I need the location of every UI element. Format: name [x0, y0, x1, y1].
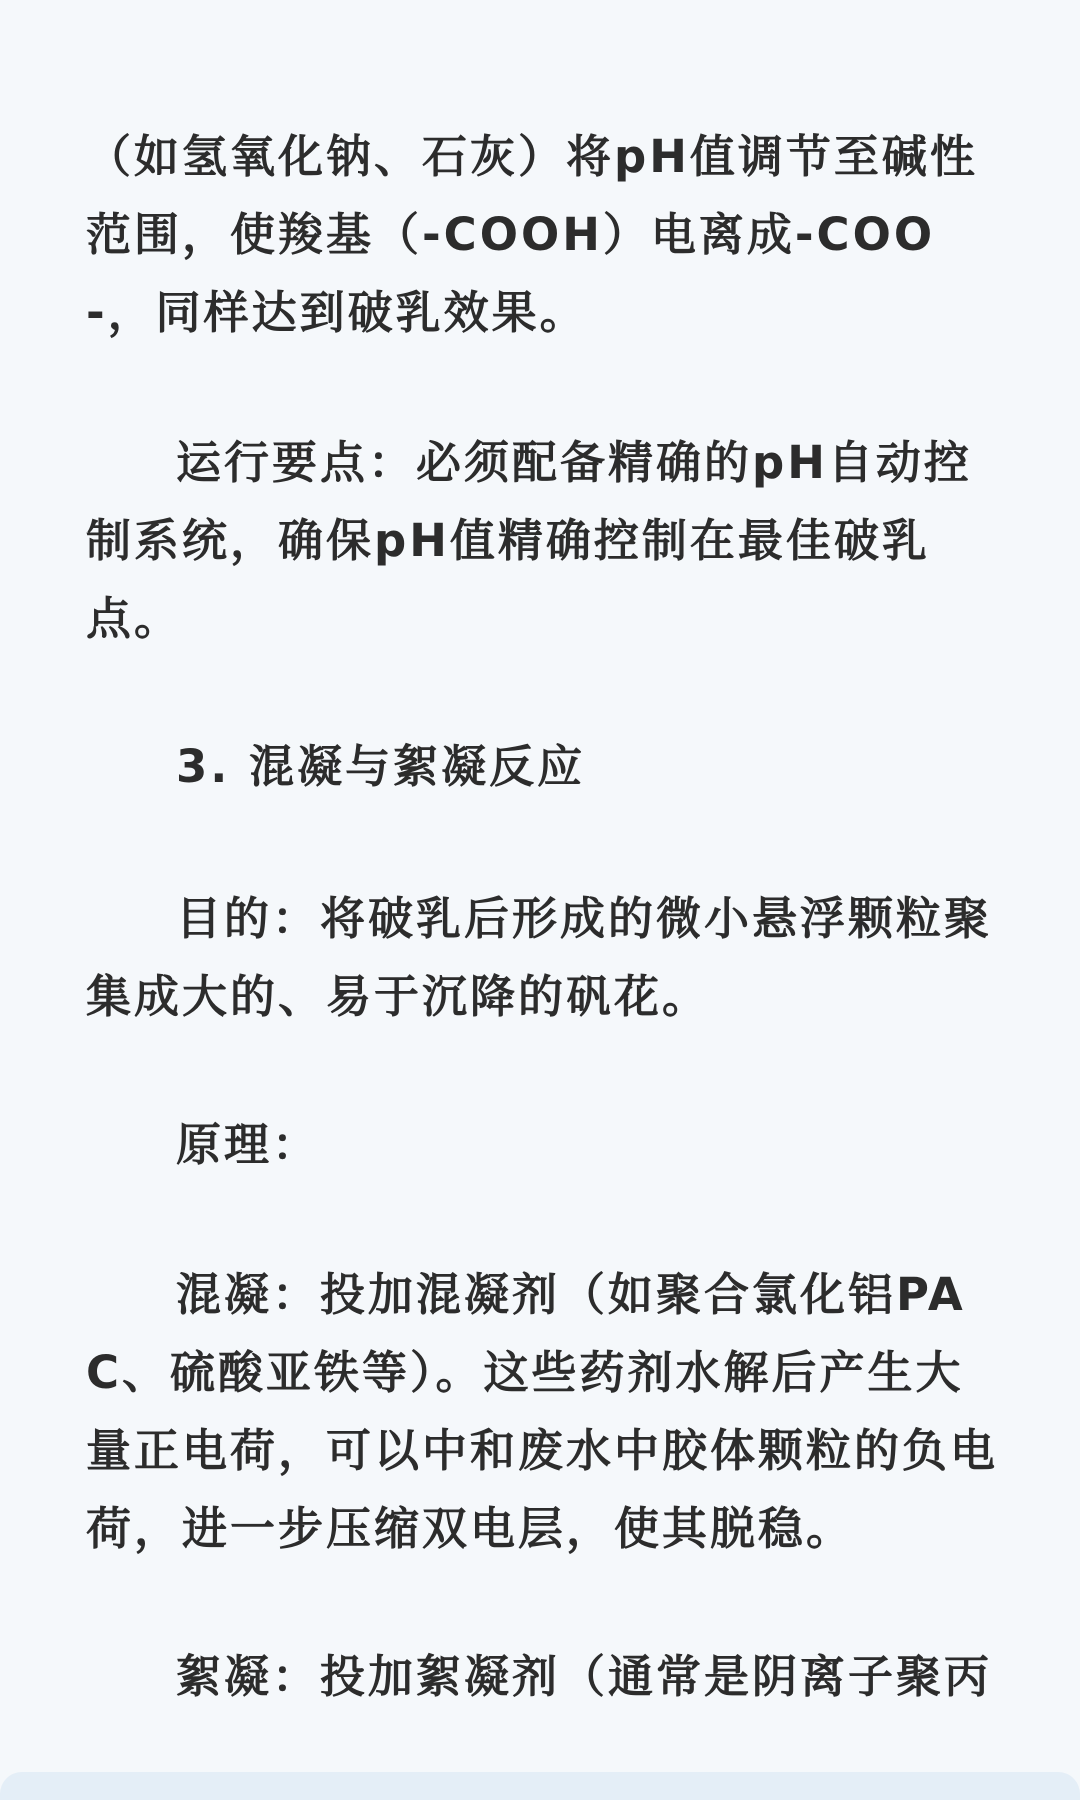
section-heading-text: 3. 混凝与絮凝反应: [176, 740, 586, 793]
text-line: 量正电荷，可以中和废水中胶体颗粒的负电: [86, 1424, 999, 1477]
paragraph-flocculation: [86, 1638, 996, 1716]
paragraph-principle-label: [86, 1106, 996, 1184]
text-line: 制系统，确保pH值精确控制在最佳破乳: [86, 514, 930, 567]
paragraph-alkali-demulsification: [86, 118, 996, 352]
paragraph-purpose: [86, 880, 996, 1036]
text-line: 原理：: [176, 1118, 321, 1171]
paragraph-coagulation: [86, 1256, 999, 1568]
bottom-panel-edge: [0, 1772, 1080, 1800]
text-line: 荷，进一步压缩双电层，使其脱稳。: [86, 1502, 855, 1555]
text-line: 混凝：投加混凝剂（如聚合氯化铝PA: [176, 1268, 966, 1321]
text-line: C、硫酸亚铁等）。这些药剂水解后产生大: [86, 1346, 964, 1399]
text-line: 点。: [86, 592, 183, 645]
text-line: -，同样达到破乳效果。: [86, 286, 588, 339]
text-line: 集成大的、易于沉降的矾花。: [86, 970, 711, 1023]
text-line: 运行要点：必须配备精确的pH自动控: [176, 436, 972, 489]
text-line: 絮凝：投加絮凝剂（通常是阴离子聚丙: [176, 1650, 993, 1703]
text-line: 范围，使羧基（-COOH）电离成-COO: [86, 208, 936, 261]
text-line: （如氢氧化钠、石灰）将pH值调节至碱性: [86, 130, 978, 183]
text-line: 目的：将破乳后形成的微小悬浮颗粒聚: [176, 892, 993, 945]
paragraph-operation-points: [86, 424, 996, 658]
section-heading: [86, 728, 996, 806]
